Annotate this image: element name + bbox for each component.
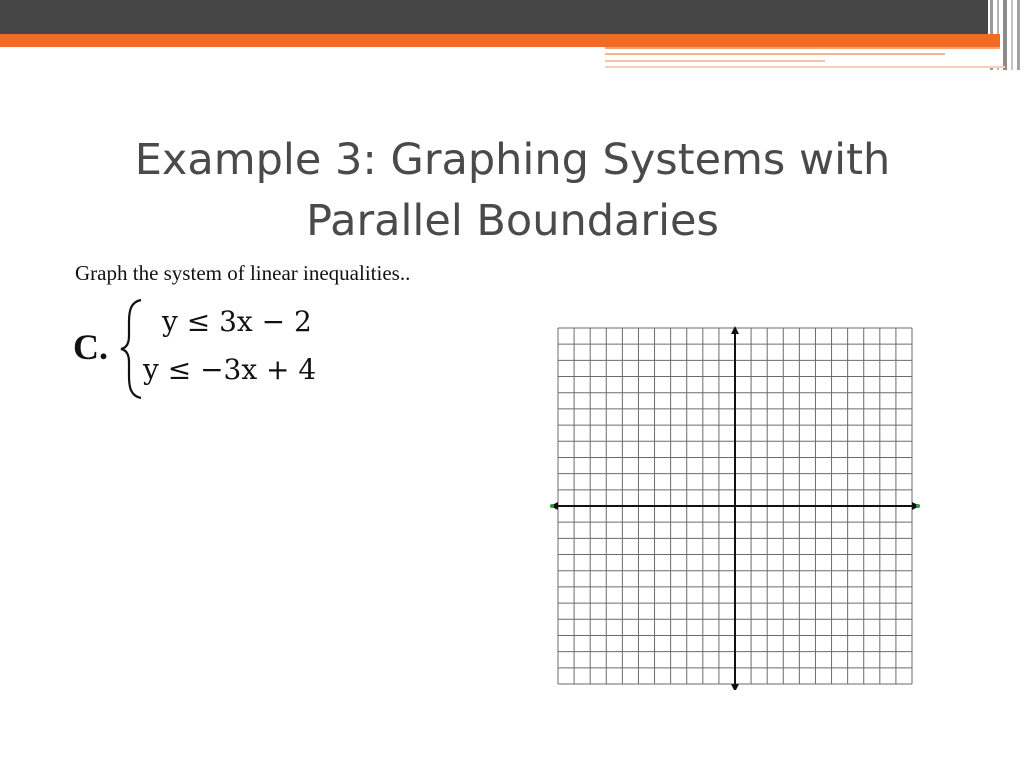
accent-stripe <box>605 60 825 62</box>
part-label: C. <box>73 327 108 367</box>
header-bar <box>0 0 1024 34</box>
slide-title-line-2: Parallel Boundaries <box>306 196 719 246</box>
accent-stripe <box>605 47 1000 49</box>
accent-band <box>0 34 1000 47</box>
x-axis-endpoint-right <box>916 504 920 508</box>
inequality-1: y ≤ 3x − 2 <box>162 305 312 338</box>
accent-stripe <box>605 53 945 55</box>
accent-stripe <box>605 66 1005 68</box>
coordinate-grid[interactable] <box>548 324 920 690</box>
accent-band-fade <box>605 47 1000 67</box>
y-axis-arrow-down <box>731 684 739 690</box>
slide-title <box>60 130 965 252</box>
inequality-2: y ≤ −3x + 4 <box>143 353 317 386</box>
problem-prompt: Graph the system of linear inequalities.. <box>75 261 411 285</box>
slide-title-line-1: Example 3: Graphing Systems with <box>134 135 891 185</box>
y-axis-arrow-up <box>731 326 739 334</box>
x-axis-endpoint-left <box>550 504 554 508</box>
system-brace <box>117 296 147 402</box>
